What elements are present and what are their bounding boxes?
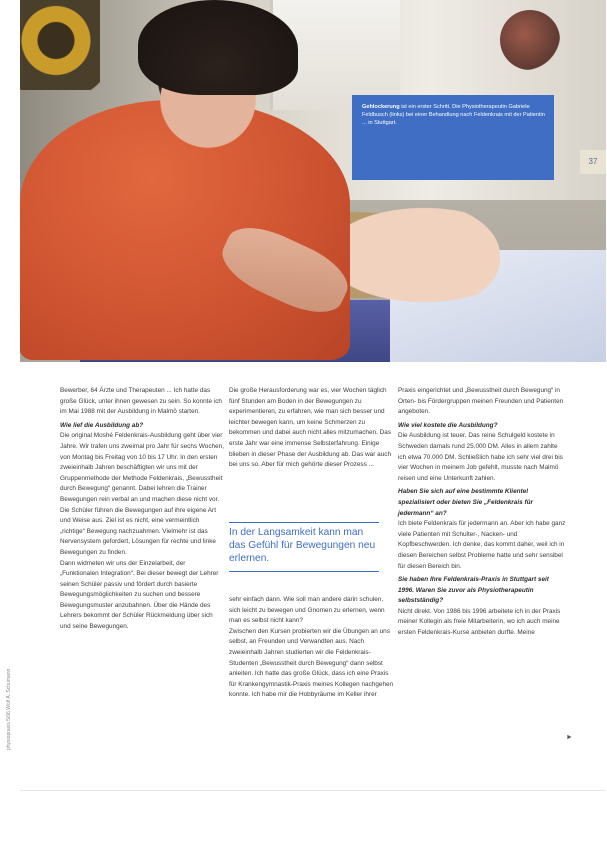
paragraph: Die Ausbildung ist teuer. Das reine Schulgeld kostete in Schweden damals rund 25.000 DM. Alles in allem zahlte ich etwa 70.000 DM. Schließlich habe ich sehr viel drei bis vier Wochen in meinem Job gefehlt, musste nach Malmö reisen und eine Unterkunft zahlen. — [398, 432, 563, 482]
therapist-hair — [138, 0, 298, 95]
paragraph: Bewerber, 64 Ärzte und Therapeuten ... Ich hatte das große Glück, unter ihnen gewesen zu sein. So konnte ich im Mai 1988 mit der Ausbildung in Malmö starten. — [60, 387, 222, 416]
page-number: 37 — [580, 150, 606, 174]
pull-quote: In der Langsamkeit kann man das Gefühl für Bewegungen neu erlernen. — [229, 522, 379, 572]
paragraph: sehr einfach dann. Wie soll man andere darin schulen, sich leicht zu bewegen und Gnomen zu erlernen, wenn man es selbst nicht kann? — [229, 596, 385, 625]
interview-question: Sie haben Ihre Feldenkrais-Praxis in Stuttgart seit 1996. Waren Sie zuvor als Physiotherapeutin selbstständig? — [398, 576, 549, 605]
photo-caption-box — [352, 95, 554, 180]
paragraph: Praxis eingerichtet und „Bewusstheit durch Bewegung“ in Orten- bis Fördergruppen meinen Freunden und Patienten angeboten. — [398, 387, 564, 416]
text-column-1 — [60, 386, 225, 633]
paragraph: Die große Herausforderung war es, vier Wochen täglich fünf Stunden am Boden in der Bewegungen zu experimentieren, zu erfahren, wie man sich besser und leichter bewegen kann, um keine Schmerzen zu bekommen und dabei auch nicht alles mitzumachen. Das erste Jahr war eine immense Selbsterfahrung. Einige blieben in dieser Phase der Ausbildung ab. Das war auch bei uns so. Aber für mich gehörte dieser Prozess ... — [229, 387, 391, 469]
text-column-2-top — [229, 386, 394, 471]
caption-text: ist ein erster Schritt. Die Physiotherapeutin Gabriele Feldbusch (links) bei einer Behandlung nach Feldenkrais mit der Patientin ... in Stuttgart. — [362, 104, 545, 127]
paragraph: Dann widmeten wir uns der Einzelarbeit, der „Funktionalen Integration“. Bei dieser bewegt der Lehrer seinen Schüler passiv und fördert durch basierte Bewegungsmöglichkeiten zu suchen und bessere Bewegungsmuster anzubahnen. Über die Hände des Lehrers bekommt der Schüler Rückmeldung über sich und seine Bewegungen. — [60, 559, 219, 631]
potted-plant — [500, 10, 560, 70]
paragraph: Die original Moshé Feldenkrais-Ausbildung geht über vier Jahre. Wir trafen uns zweimal pro Jahr für sechs Wochen, von Montag bis Freitag von 10 bis 17 Uhr. In den ersten zweieinhalb Jahren beschäftigten wir uns mit der Gruppenmethode der Methode Feldenkrais, „Bewusstheit durch Bewegung“ genannt. Dabei lehren die Trainer Bewegungen rein verbal an und machen diese nicht vor. Die Schüler führen die Bewegungen auf ihre eigene Art und Weise aus. Ziel ist es nicht, eine vermeintlich „richtige“ Bewegung nachzuahmen. Vielmehr ist das Nervensystem gefordert, Lösungen für rechte und linke Bewegungen zu finden. — [60, 432, 224, 556]
interview-question: Wie lief die Ausbildung ab? — [60, 421, 144, 429]
interview-question: Haben Sie sich auf eine bestimmte Klientel spezialisiert oder bieten Sie „Feldenkrais für jedermann“ an? — [398, 488, 533, 517]
paragraph: Ich biete Feldenkrais für jedermann an. Aber ich habe ganz viele Patienten mit Schulter-, Nacken- und Kopfbeschwerden. Ich denke, das kommt daher, weil ich in diesen Bereichen selbst Probleme hatte und sehr sensibel für diesen Bereich bin. — [398, 520, 566, 570]
hero-photo — [20, 0, 606, 362]
paragraph: Zwischen den Kursen probierten wir die Übungen an uns selbst, an Freunden und Verwandten aus. Nach zweieinhalb Jahren studierten wir die Feldenkrais-Studenten „Bewusstheit durch Bewegung“ dann selbst anleiten. Ich hatte das große Glück, dass ich eine Praxis für Krankengymnastik-Praxis meines Kollegen nachgehen konnte. Ich habe mir die Hobbyräume im Keller ihrer — [229, 627, 394, 699]
sunflower-picture — [20, 0, 100, 90]
page-bottom-rule — [20, 790, 606, 791]
interview-question: Wie viel kostete die Ausbildung? — [398, 421, 498, 429]
paragraph: Nicht direkt. Von 1986 bis 1996 arbeitete ich in der Praxis meiner Kollegin als freie Mitarbeiterin, wo ich auch meine ersten Feldenkrais-Kurse anbieten durfte. Meine — [398, 607, 561, 637]
vertical-credit-text: physiopraxis 5/06 Wolf A. Schumann — [6, 668, 12, 750]
text-column-3 — [398, 386, 566, 639]
text-column-2-bottom — [229, 595, 394, 701]
continue-arrow-icon: ► — [566, 734, 573, 741]
caption-title: Gehlockerung — [362, 104, 400, 110]
